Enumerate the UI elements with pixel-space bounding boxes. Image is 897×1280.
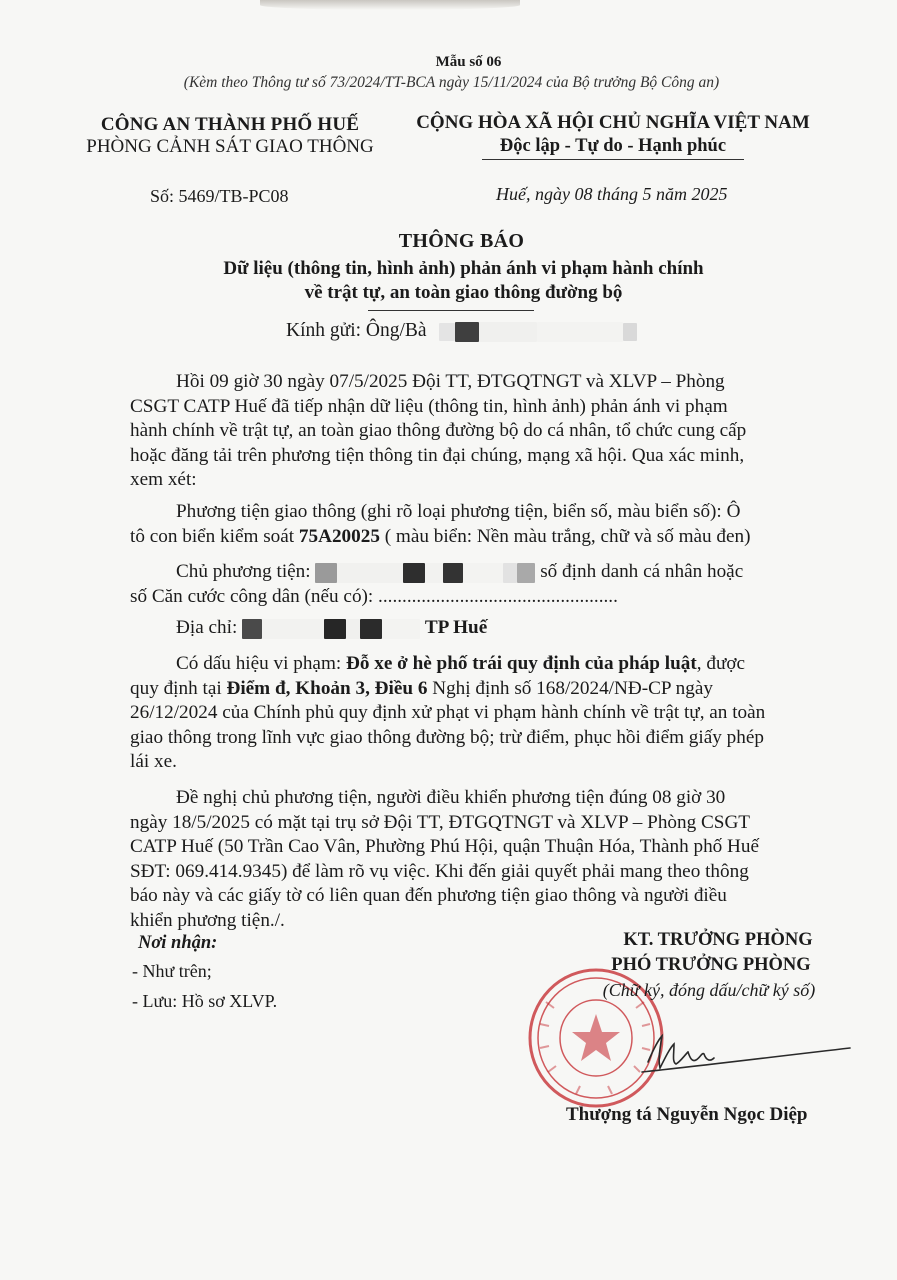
- p1-line: hành chính về trật tự, an toàn giao thông đường bộ do cá nhân, tổ chức cung cấp: [130, 420, 747, 442]
- attachment-note: (Kèm theo Thông tư số 73/2024/TT-BCA ngày 15/11/2024 của Bộ trưởng Bộ Công an): [183, 74, 720, 91]
- signature-title2: PHÓ TRƯỞNG PHÒNG: [611, 955, 811, 975]
- paragraph-received: [130, 370, 810, 493]
- address-label: Địa chỉ:: [176, 617, 238, 638]
- violation-text: Đỗ xe ở hè phố trái quy định của pháp luật: [346, 653, 697, 674]
- violation-suffix: , được: [696, 653, 746, 674]
- violation-line: [130, 652, 810, 677]
- title-underline: [368, 310, 534, 311]
- request-line: SĐT: 069.414.9345) để làm rõ vụ việc. Khi đến giải quyết phải mang theo thông: [130, 860, 749, 882]
- form-number: Mẫu số 06: [435, 54, 502, 70]
- signature-note: (Chữ ký, đóng dấu/chữ ký số): [602, 980, 816, 1000]
- document-subtitle-line1: Dữ liệu (thông tin, hình ảnh) phản ánh vi phạm hành chính: [223, 258, 704, 279]
- regulation-suffix: Nghị định số 168/2024/NĐ-CP ngày: [432, 677, 713, 699]
- paragraph-vehicle: [130, 500, 810, 549]
- id-line: số Căn cước công dân (nếu có): ..................................................: [130, 585, 618, 607]
- regulation-line: [130, 677, 810, 702]
- nation-name: CỘNG HÒA XÃ HỘI CHỦ NGHĨA VIỆT NAM: [416, 112, 810, 133]
- recipient-item: - Như trên;: [132, 961, 212, 981]
- document-title: THÔNG BÁO: [398, 230, 525, 252]
- paragraph-owner: [130, 560, 810, 609]
- request-line: khiển phương tiện./.: [130, 909, 285, 931]
- recipients-title: Nơi nhận:: [138, 933, 218, 953]
- request-line: Đề nghị chủ phương tiện, người điều khiển phương tiện đúng 08 giờ 30: [176, 787, 726, 808]
- signature-title1: KT. TRƯỞNG PHÒNG: [623, 930, 813, 950]
- regulation-line4: giao thông trong lĩnh vực giao thông đường bộ; trừ điểm, phục hồi điểm giấy phép: [130, 726, 764, 748]
- request-line: ngày 18/5/2025 có mặt tại trụ sở Đội TT, ĐTGQTNGT và XLVP – Phòng CSGT: [130, 811, 751, 833]
- paragraph-request: [130, 786, 810, 934]
- owner-suffix: số định danh cá nhân hoặc: [540, 561, 744, 582]
- p1-line: CSGT CATP Huế đã tiếp nhận dữ liệu (thông tin, hình ảnh) phản ánh vi phạm: [130, 395, 728, 417]
- agency-department: PHÒNG CẢNH SÁT GIAO THÔNG: [86, 136, 374, 157]
- redacted-address: [242, 616, 420, 641]
- address-city: TP Huế: [424, 617, 488, 638]
- place-date: Huế, ngày 08 tháng 5 năm 2025: [496, 184, 728, 204]
- recipients: [132, 933, 277, 1014]
- greeting-text: Kính gửi: Ông/Bà: [286, 320, 427, 341]
- vehicle-prefix: tô con biển kiểm soát: [130, 525, 295, 547]
- owner-label: Chủ phương tiện:: [176, 561, 311, 582]
- request-line: báo này và các giấy tờ có liên quan đến phương tiện giao thông và người điều: [130, 885, 727, 907]
- agency-header: [80, 114, 380, 158]
- handwritten-signature-icon: [640, 1018, 860, 1088]
- owner-line: [130, 560, 810, 585]
- license-plate: 75A20025: [298, 525, 380, 547]
- redacted-owner: [315, 560, 535, 585]
- p1-line: hoặc đăng tải trên phương tiện thông tin đại chúng, mạng xã hội. Qua xác minh,: [130, 444, 745, 466]
- vehicle-line1: Phương tiện giao thông (ghi rõ loại phương tiện, biển số, màu biển số): Ô: [176, 501, 741, 522]
- regulation-line3: 26/12/2024 của Chính phủ quy định xử phạt vi phạm hành chính về trật tự, an toàn: [130, 702, 766, 724]
- national-header: [398, 112, 828, 160]
- agency-name: CÔNG AN THÀNH PHỐ HUẾ: [100, 114, 360, 135]
- request-line: CATP Huế (50 Trần Cao Vân, Phường Phú Hội, quận Thuận Hóa, Thành phố Huế: [130, 836, 760, 858]
- violation-prefix: Có dấu hiệu vi phạm:: [176, 653, 342, 674]
- address-line: [130, 616, 810, 641]
- signer-name: Thượng tá Nguyễn Ngọc Diệp: [566, 1104, 808, 1125]
- document-subtitle-line2: về trật tự, an toàn giao thông đường bộ: [304, 282, 623, 303]
- greeting: [286, 320, 637, 343]
- document-number: Số: 5469/TB-PC08: [150, 186, 289, 206]
- regulation-prefix: quy định tại: [130, 677, 222, 699]
- national-motto: Độc lập - Tự do - Hạnh phúc: [499, 136, 727, 156]
- vehicle-suffix: ( màu biển: Nền màu trắng, chữ và số màu đen): [384, 525, 751, 547]
- p1-line: xem xét:: [130, 469, 197, 491]
- regulation-line5: lái xe.: [130, 751, 177, 773]
- regulation-article: Điểm đ, Khoản 3, Điều 6: [226, 677, 428, 699]
- recipient-item: - Lưu: Hồ sơ XLVP.: [132, 991, 278, 1011]
- redacted-name: [431, 321, 637, 343]
- p1-line: Hồi 09 giờ 30 ngày 07/5/2025 Đội TT, ĐTGQTNGT và XLVP – Phòng: [176, 371, 725, 392]
- vehicle-line2: [130, 525, 810, 550]
- motto-underline: [482, 159, 744, 160]
- paragraph-violation: [130, 652, 810, 775]
- paragraph-address: [130, 616, 810, 641]
- signature-block: [560, 930, 850, 1001]
